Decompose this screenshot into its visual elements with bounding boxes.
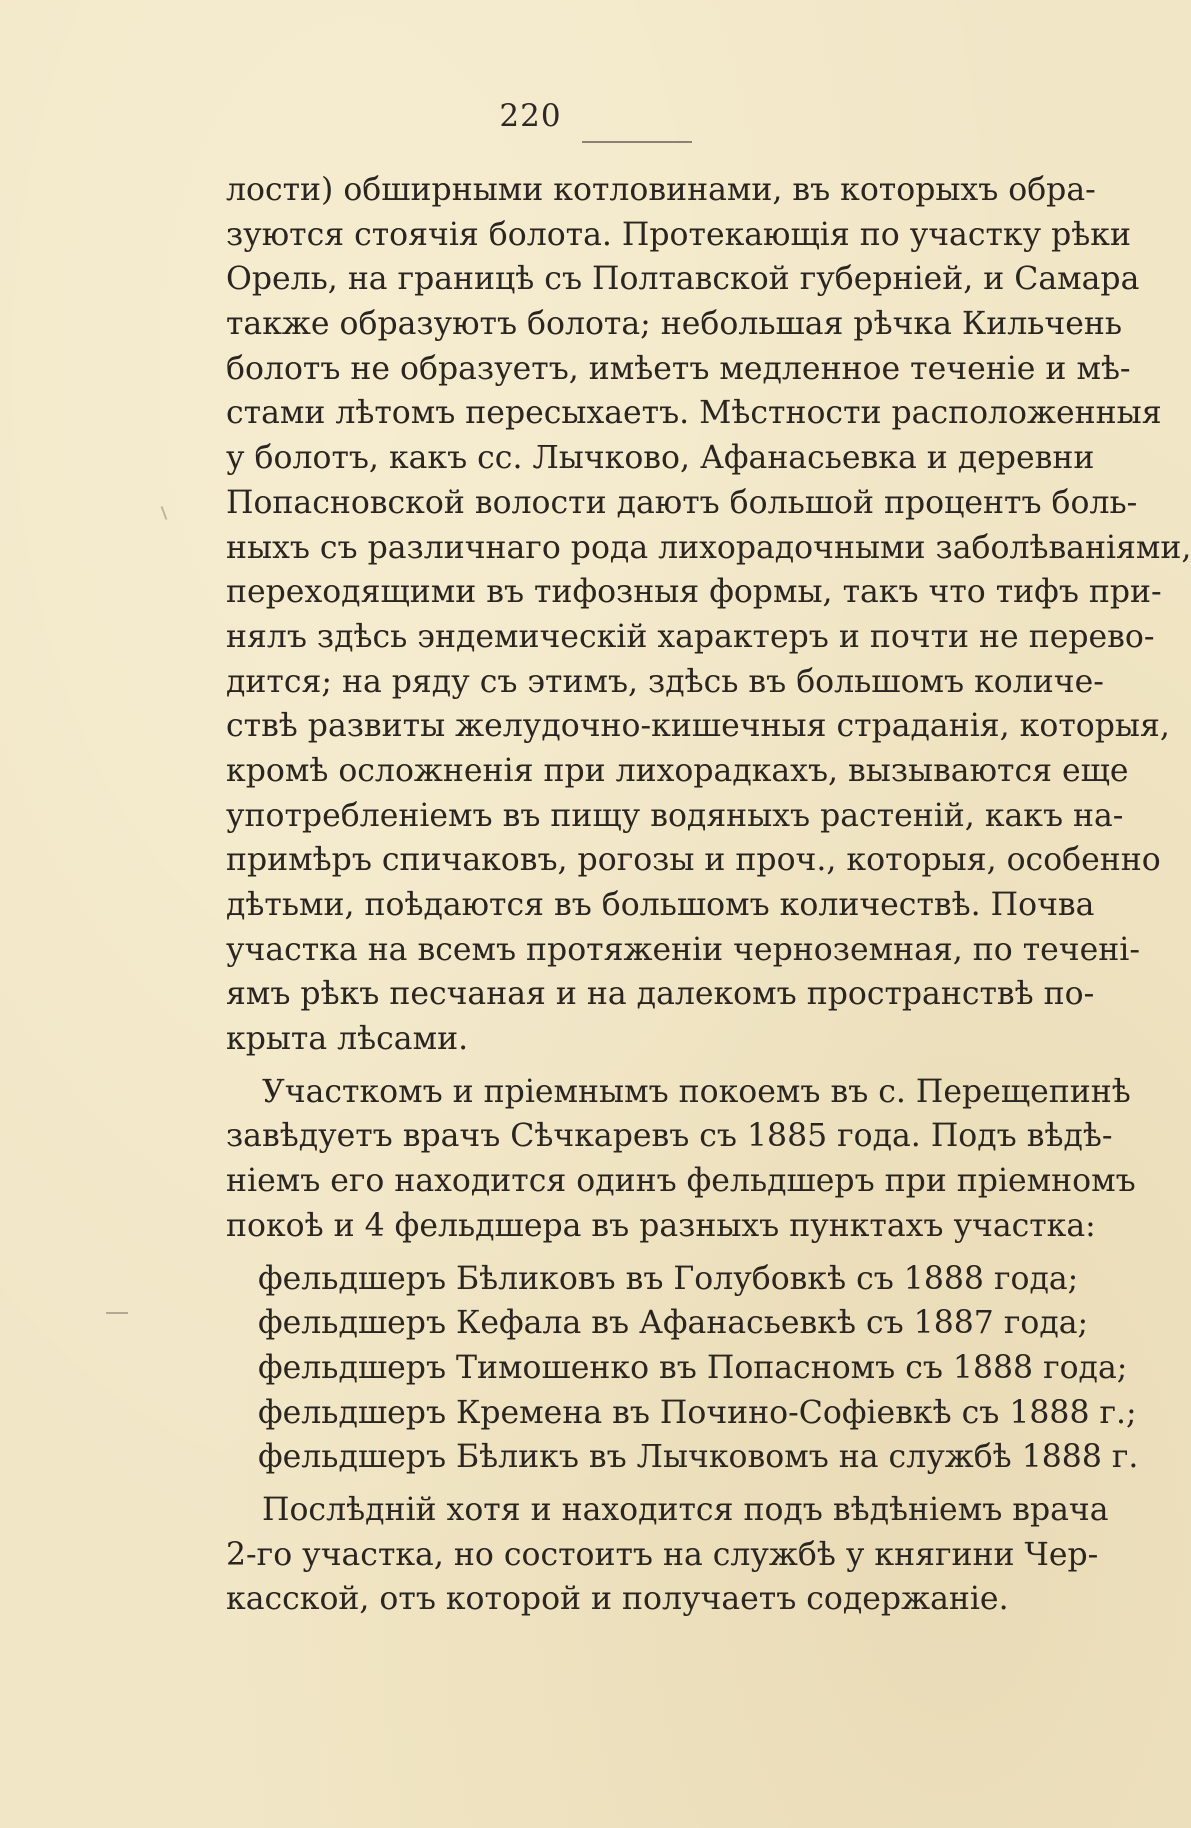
list-item: фельдшеръ Бѣликовъ въ Голубовкѣ съ 1888 года;: [258, 1260, 1079, 1297]
text-line: у болотъ, какъ сс. Лычково, Афанасьевка и деревни: [226, 440, 1095, 477]
paragraph: [226, 1488, 1109, 1622]
list-item: фельдшеръ Тимошенко въ Попасномъ съ 1888 года;: [258, 1349, 1128, 1386]
page-number-rule: [582, 141, 692, 143]
body-text: [226, 168, 1191, 1622]
text-line: крыта лѣсами.: [226, 1021, 469, 1058]
text-line: участка на всемъ протяженіи черноземная, по теченi-: [226, 931, 1140, 968]
text-line: примѣръ спичаковъ, рогозы и проч., которыя, особенно: [226, 842, 1161, 879]
text-line: завѣдуетъ врачъ Сѣчкаревъ съ 1885 года. Подъ вѣдѣ-: [226, 1118, 1113, 1155]
page-number: 220: [499, 98, 562, 134]
text-line: переходящими въ тифозныя формы, такъ что тифъ при-: [226, 574, 1162, 611]
list-item: фельдшеръ Кремена въ Почино-Софіевкѣ съ 1888 г.;: [258, 1394, 1137, 1431]
text-line: касской, отъ которой и получаетъ содержаніе.: [226, 1581, 1009, 1618]
text-line: Орель, на границѣ съ Полтавской губерніей, и Самара: [226, 261, 1140, 298]
text-line: покоѣ и 4 фельдшера въ разныхъ пунктахъ участка:: [226, 1207, 1096, 1244]
list-item: фельдшеръ Бѣликъ въ Лычковомъ на службѣ 1888 г.: [258, 1439, 1139, 1476]
text-line: ніемъ его находится одинъ фельдшеръ при пріемномъ: [226, 1163, 1136, 1200]
margin-mark: [161, 506, 168, 520]
text-line: употребленіемъ въ пищу водяныхъ растеній, какъ на-: [226, 797, 1124, 834]
text-line: ныхъ съ различнаго рода лихорадочными заболѣваніями,: [226, 529, 1191, 566]
text-line: Попасновской волости даютъ большой процентъ боль-: [226, 484, 1138, 521]
text-line: дѣтьми, поѣдаются въ большомъ количествѣ. Почва: [226, 887, 1095, 923]
text-line: Участкомъ и пріемнымъ покоемъ въ с. Перещепинѣ: [262, 1073, 1131, 1110]
text-line: стами лѣтомъ пересыхаетъ. Мѣстности расположенныя: [226, 395, 1162, 432]
text-line: дится; на ряду съ этимъ, здѣсь въ большомъ количе-: [226, 663, 1104, 700]
text-line: ствѣ развиты желудочно-кишечныя страданія, которыя,: [226, 708, 1170, 745]
text-line: Послѣдній хотя и находится подъ вѣдѣніемъ врача: [262, 1491, 1109, 1528]
text-line: нялъ здѣсь эндемическій характеръ и почти не перево-: [226, 618, 1155, 655]
paragraph: [226, 168, 1191, 1062]
text-line: ямъ рѣкъ песчаная и на далекомъ пространствѣ по-: [226, 976, 1095, 1013]
list-item: фельдшеръ Кефала въ Афанасьевкѣ съ 1887 года;: [258, 1305, 1089, 1342]
text-line: 2-го участка, но состоитъ на службѣ у княгини Чер-: [226, 1536, 1099, 1573]
text-line: кромѣ осложненія при лихорадкахъ, вызываются еще: [226, 752, 1129, 789]
margin-mark: [106, 1312, 128, 1314]
paragraph: [226, 1070, 1136, 1249]
feldsher-list: [226, 1257, 1139, 1480]
text-line: также образуютъ болота; небольшая рѣчка Кильчень: [226, 306, 1123, 343]
text-line: зуются стоячія болота. Протекающія по участку рѣки: [226, 216, 1131, 253]
text-line: лости) обширными котловинами, въ которыхъ обра-: [226, 172, 1096, 208]
text-line: болотъ не образуетъ, имѣетъ медленное теченіе и мѣ-: [226, 350, 1131, 387]
